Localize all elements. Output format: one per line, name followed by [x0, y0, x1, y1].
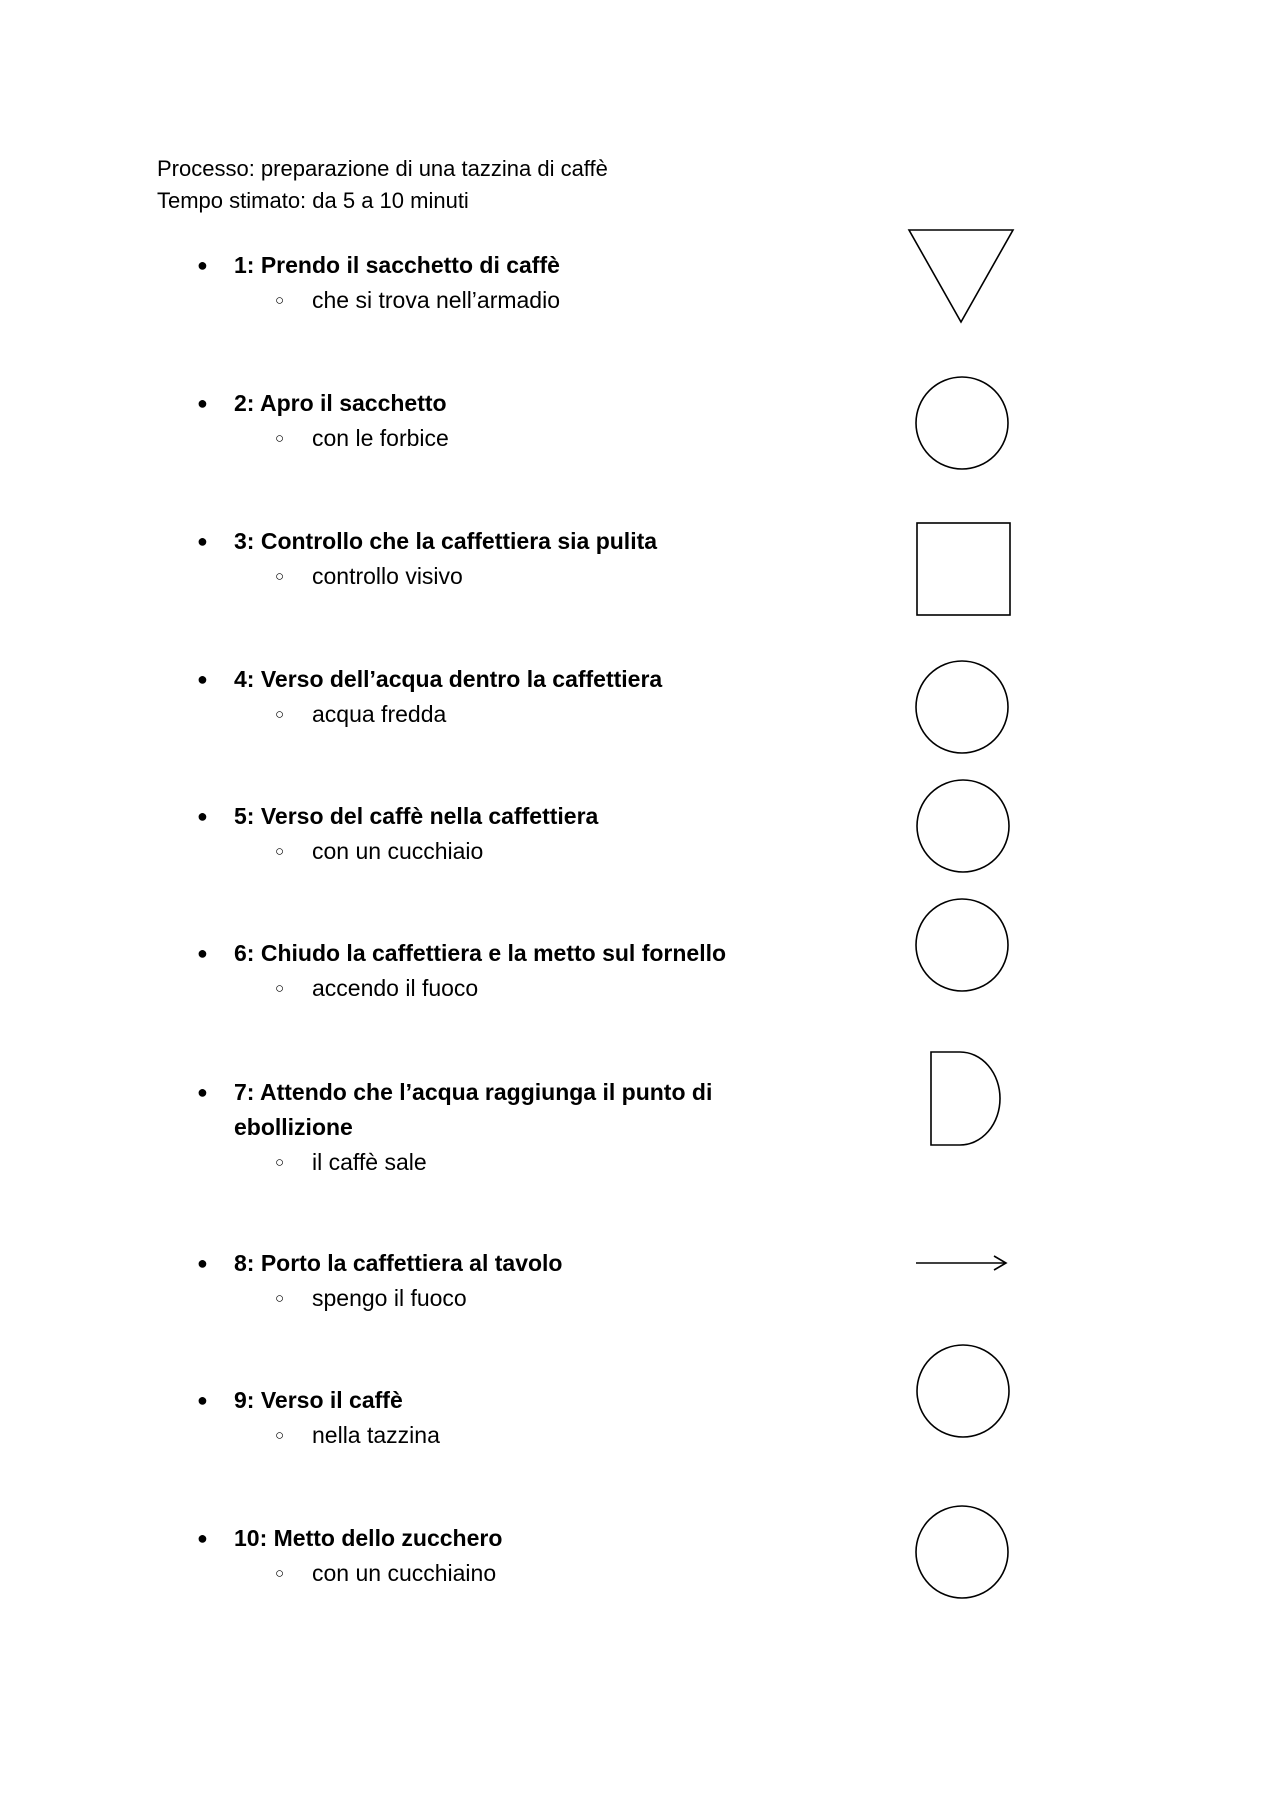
- circle-icon: [917, 780, 1009, 872]
- step-detail: con le forbice: [312, 425, 449, 451]
- bullet: ●: [197, 806, 208, 826]
- step-title: 9: Verso il caffè: [234, 1387, 403, 1413]
- bullet: ●: [197, 1082, 208, 1102]
- sub-bullet: ○: [275, 292, 285, 309]
- square-icon: [917, 523, 1010, 615]
- step-detail: acqua fredda: [312, 701, 447, 727]
- sub-bullet: ○: [275, 843, 285, 860]
- step-detail: accendo il fuoco: [312, 975, 479, 1001]
- step-detail: controllo visivo: [312, 563, 463, 589]
- step-title: 6: Chiudo la caffettiera e la metto sul fornello: [234, 940, 727, 966]
- sub-bullet: ○: [275, 980, 285, 997]
- step-title: 3: Controllo che la caffettiera sia pulita: [234, 528, 658, 554]
- step-title: 2: Apro il sacchetto: [234, 390, 447, 416]
- step-title: 5: Verso del caffè nella caffettiera: [234, 803, 599, 829]
- bullet: ●: [197, 1253, 208, 1273]
- sub-bullet: ○: [275, 1154, 285, 1171]
- step-title: 7: Attendo che l’acqua raggiunga il punto di ebollizione: [234, 1079, 713, 1140]
- bullet: ●: [197, 1528, 208, 1548]
- bullet: ●: [197, 531, 208, 551]
- circle-icon: [916, 377, 1008, 469]
- step-detail: con un cucchiaio: [312, 838, 484, 864]
- step-title: 4: Verso dell’acqua dentro la caffettiera: [234, 666, 663, 692]
- step-detail: spengo il fuoco: [312, 1285, 467, 1311]
- step-title: 10: Metto dello zucchero: [234, 1525, 503, 1551]
- step-detail: che si trova nell’armadio: [312, 287, 561, 313]
- step-title: 1: Prendo il sacchetto di caffè: [234, 252, 560, 278]
- triangle-down-icon: [909, 230, 1013, 322]
- bullet: ●: [197, 393, 208, 413]
- process-title: Processo: preparazione di una tazzina di caffè: [157, 156, 608, 181]
- circle-icon: [916, 1506, 1008, 1598]
- bullet: ●: [197, 255, 208, 275]
- arrow-right-icon: [916, 1256, 1006, 1270]
- bullet: ●: [197, 1390, 208, 1410]
- estimated-time: Tempo stimato: da 5 a 10 minuti: [157, 188, 469, 213]
- delay-icon: [931, 1052, 1000, 1145]
- sub-bullet: ○: [275, 430, 285, 447]
- circle-icon: [916, 899, 1008, 991]
- sub-bullet: ○: [275, 706, 285, 723]
- step-detail: con un cucchiaino: [312, 1560, 497, 1586]
- step-detail: il caffè sale: [312, 1149, 427, 1175]
- sub-bullet: ○: [275, 1565, 285, 1582]
- step-detail: nella tazzina: [312, 1422, 440, 1448]
- sub-bullet: ○: [275, 568, 285, 585]
- circle-icon: [917, 1345, 1009, 1437]
- bullet: ●: [197, 943, 208, 963]
- sub-bullet: ○: [275, 1290, 285, 1307]
- sub-bullet: ○: [275, 1427, 285, 1444]
- bullet: ●: [197, 669, 208, 689]
- step-title: 8: Porto la caffettiera al tavolo: [234, 1250, 563, 1276]
- circle-icon: [916, 661, 1008, 753]
